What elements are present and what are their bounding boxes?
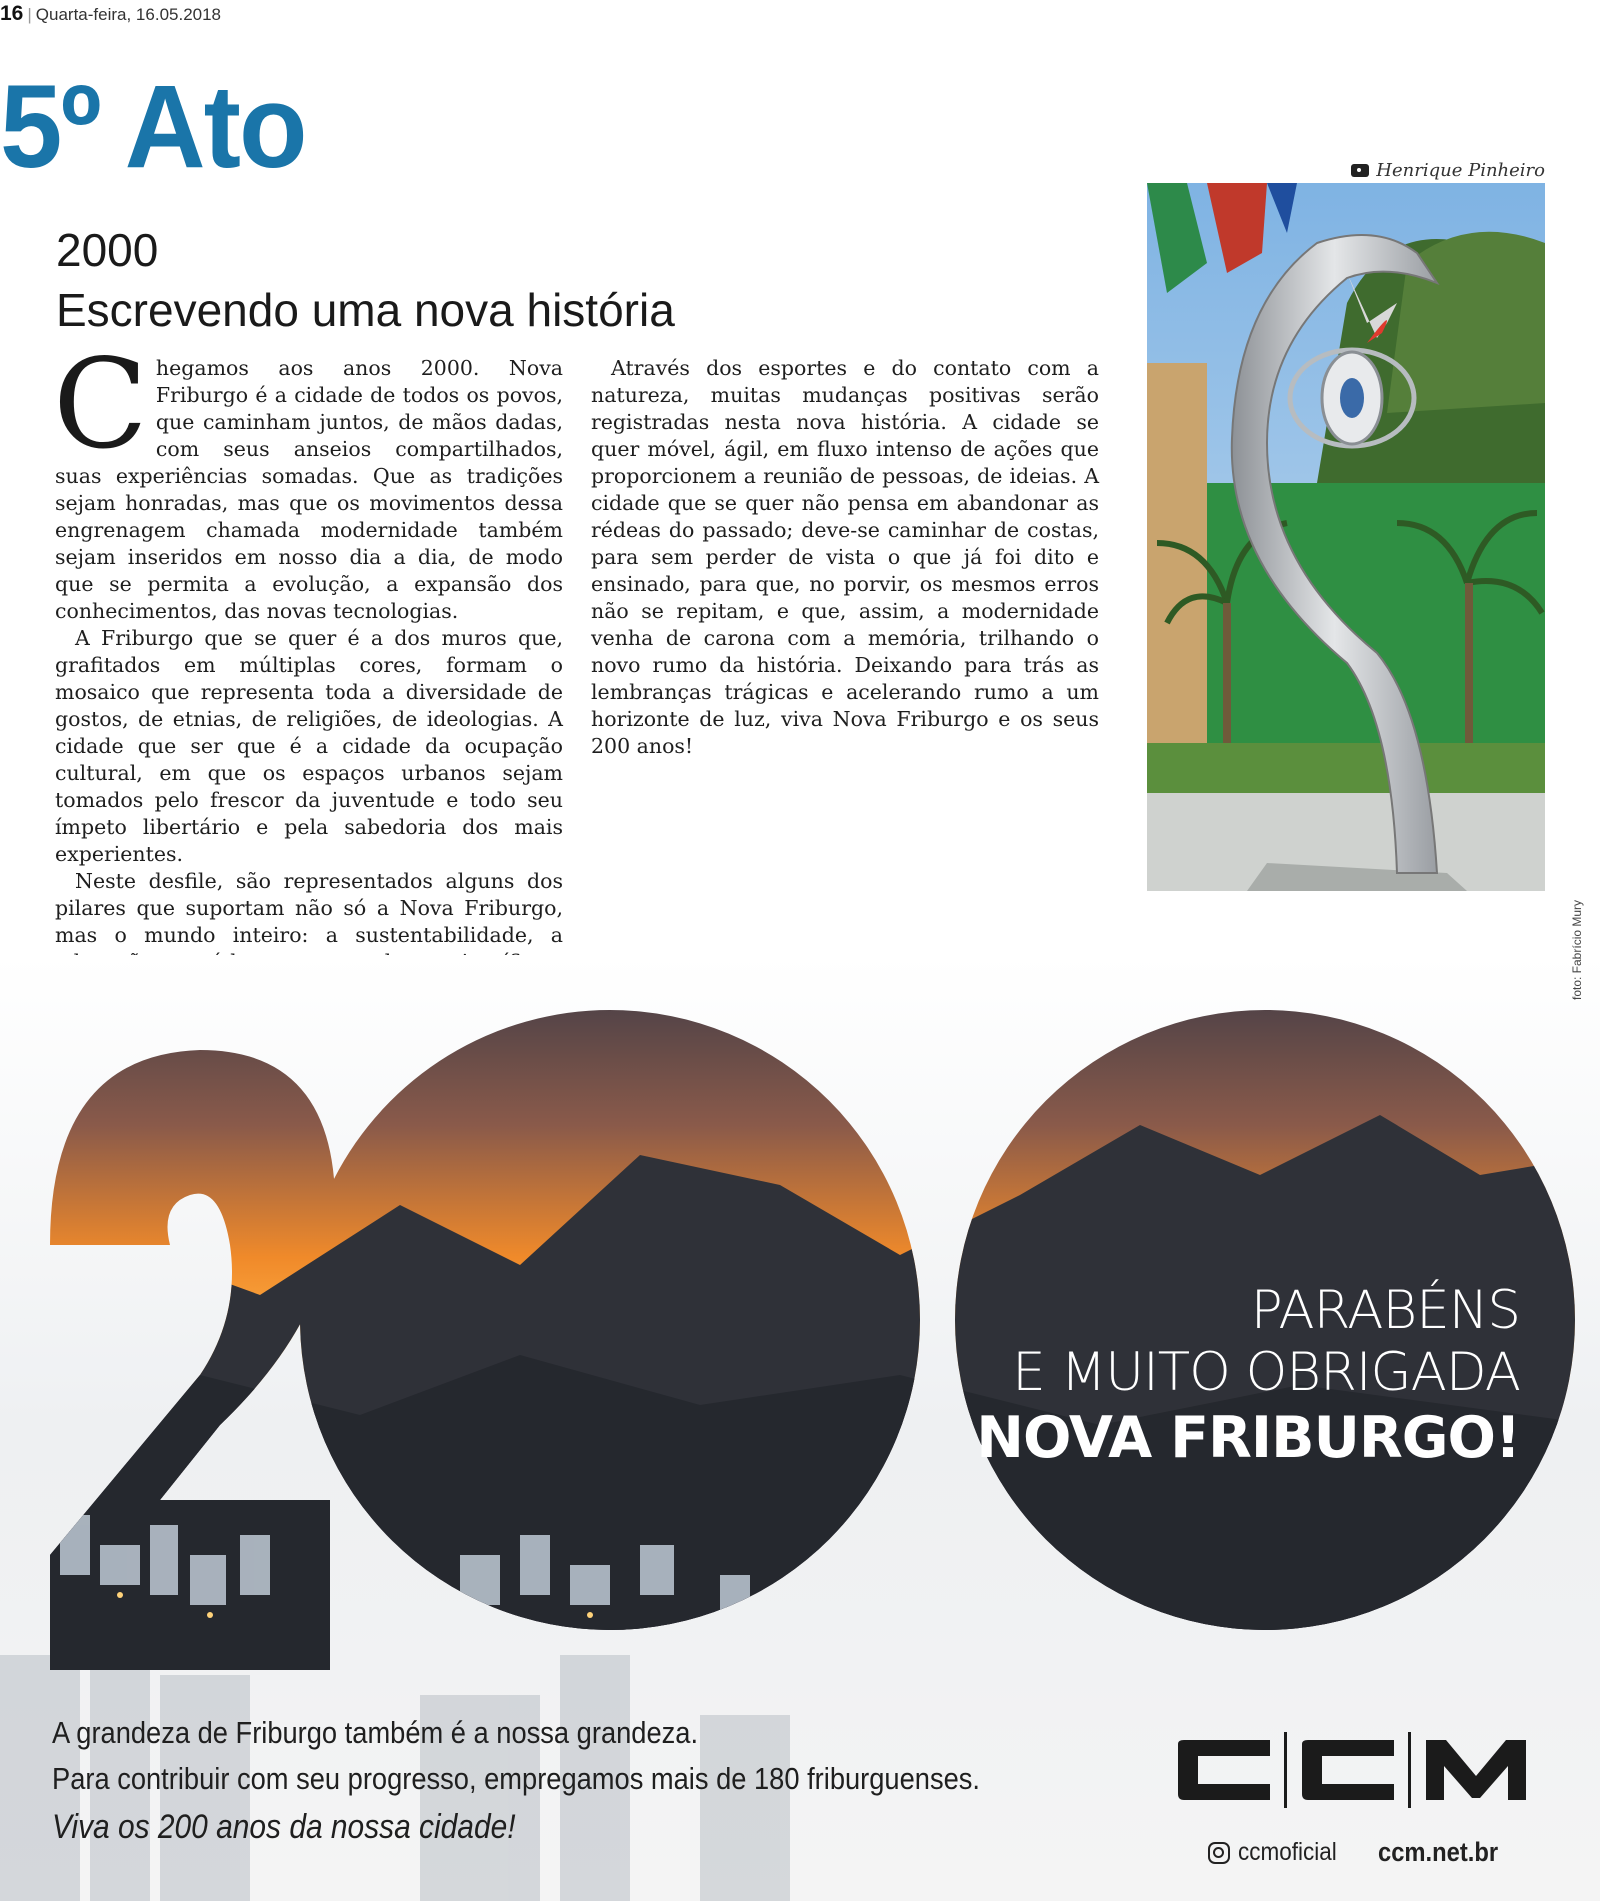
monument-illustration bbox=[1147, 183, 1545, 891]
slogan-line-3: NOVA FRIBURGO! bbox=[976, 1405, 1520, 1471]
drop-cap: C bbox=[53, 333, 148, 477]
article-heading bbox=[56, 220, 675, 340]
page-header: 16 | Quarta-feira, 16.05.2018 bbox=[0, 2, 222, 25]
article-paragraph-4: Através dos esportes e do contato com a natureza, muitas mudanças positivas serão registradas nesta nova história. A cidade se quer móvel, ágil, em fluxo intenso de ações que proporcionem a reunião de pessoas, de ideias. A cidade que se quer não pensa em abandonar as rédeas do passado; deve-se caminhar de costas, para sem perder de vista o que já foi dito e ensinado, para que, no porvir, os mesmos erros não se repitam, e que, assim, a modernidade venha de carona com a memória, trilhando o novo rumo da história. Deixando para trás as lembranças trágicas e acelerando rumo a um horizonte de luz, viva Nova Friburgo e os seus 200 anos! bbox=[591, 356, 1099, 758]
section-title: 5º Ato bbox=[0, 61, 306, 193]
ad-photo-credit: foto: Fabrício Mury bbox=[1570, 899, 1584, 1000]
article-paragraph-2: A Friburgo que se quer é a dos muros que, grafitados em múltiplas cores, formam o mosaico que representa toda a diversidade de gostos, de etnias, de religiões, de ideologias. A cidade que ser que é a cidade da ocupação cultural, em que os espaços urbanos sejam tomados pelo frescor da juventude e todo seu ímpeto libertário e pela sabedoria dos mais experientes. bbox=[55, 626, 563, 866]
article-title: Escrevendo uma nova história bbox=[56, 284, 675, 336]
website-link[interactable]: ccm.net.br bbox=[1377, 1837, 1498, 1867]
slogan-line-2: E MUITO OBRIGADA bbox=[1012, 1342, 1520, 1403]
ccm-logo bbox=[1178, 1732, 1538, 1808]
ad-contacts bbox=[1208, 1837, 1514, 1868]
instagram-icon bbox=[1208, 1842, 1230, 1864]
tagline-line-2: Para contribuir com seu progresso, empregamos mais de 180 friburguenses. bbox=[52, 1761, 980, 1796]
ad-slogan bbox=[976, 1280, 1520, 1472]
camera-icon bbox=[1351, 164, 1369, 177]
monument-photo bbox=[1147, 183, 1545, 891]
article-year: 2000 bbox=[56, 224, 159, 276]
page-number: 16 bbox=[0, 2, 24, 25]
tagline-line-1: A grandeza de Friburgo também é a nossa grandeza. bbox=[52, 1715, 699, 1750]
page-date: Quarta-feira, 16.05.2018 bbox=[35, 5, 222, 24]
ad-tagline bbox=[52, 1710, 980, 1852]
tagline-line-3: Viva os 200 anos da nossa cidade! bbox=[52, 1808, 516, 1846]
instagram-handle[interactable]: ccmoficial bbox=[1238, 1838, 1337, 1866]
article-column-right bbox=[591, 355, 1099, 760]
slogan-line-1: PARABÉNS bbox=[1250, 1280, 1520, 1341]
article-paragraph-3: Neste desfile, são representados alguns dos pilares que suportam não só a Nova Friburgo, mas o mundo inteiro: a sustentabilidade, a bbox=[55, 869, 563, 947]
article-paragraph-1: Chegamos aos anos 2000. Nova Friburgo é a cidade de todos os povos, que caminham juntos, de mãos dadas, com seus anseios compartilhados, suas experiências somadas. Que as tradições sejam honradas, mas que os movimentos dessa engrenagem chamada modernidade também sejam inseridos em nosso dia a dia, de modo que se permita a evolução, a expansão dos conhecimentos, das novas tecnologias. bbox=[53, 333, 563, 623]
photo-credit: Henrique Pinheiro bbox=[1351, 160, 1545, 181]
